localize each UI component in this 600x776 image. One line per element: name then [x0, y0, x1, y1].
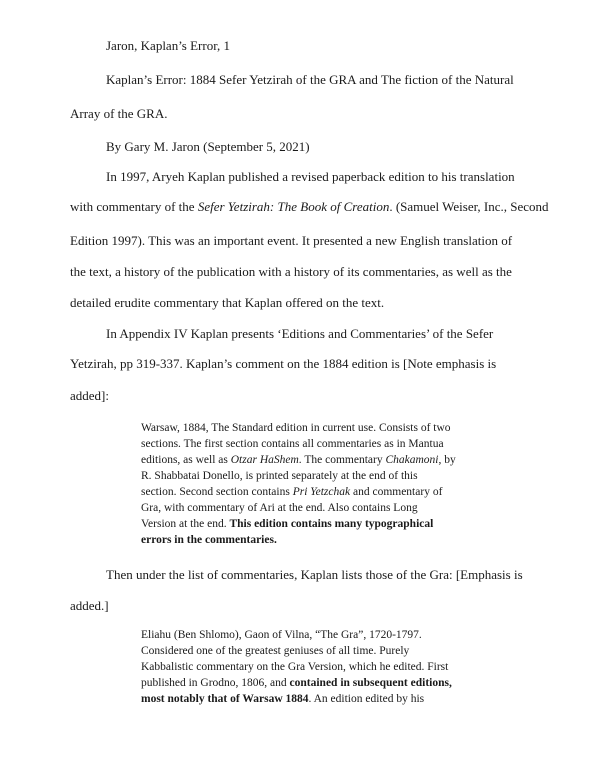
quote1-line-2: sections. The first section contains all commentaries as in Mantua	[141, 438, 444, 450]
text-run: published in Grodno, 1806, and	[141, 677, 290, 689]
title-line-2: Array of the GRA.	[70, 106, 168, 121]
quote1-line-7	[141, 517, 433, 532]
byline: By Gary M. Jaron (September 5, 2021)	[106, 139, 310, 154]
italic-term: Chakamoni	[385, 454, 439, 466]
para1-line-4: the text, a history of the publication with a history of its commentaries, as well as the	[70, 264, 512, 279]
quote1-line-8: errors in the commentaries.	[141, 534, 277, 546]
para1-line-1: In 1997, Aryeh Kaplan published a revised paperback edition to his translation	[106, 169, 515, 184]
bold-emphasis: This edition contains many typographical	[229, 518, 434, 530]
quote1-line-3	[141, 453, 456, 468]
text-run: editions, as well as	[141, 454, 231, 466]
text-run: with commentary of the	[70, 199, 198, 214]
para2-line-3: added]:	[70, 388, 109, 403]
quote2-line-1: Eliahu (Ben Shlomo), Gaon of Vilna, “The Gra”, 1720-1797.	[141, 629, 422, 641]
para2-line-1: In Appendix IV Kaplan presents ‘Editions and Commentaries’ of the Sefer	[106, 326, 494, 341]
quote2-line-5	[141, 692, 424, 707]
text-run: . The commentary	[298, 454, 386, 466]
text-run: and commentary of	[350, 486, 443, 498]
quote1-line-5	[141, 485, 442, 500]
para1-line-3: Edition 1997). This was an important event. It presented a new English translation of	[70, 233, 513, 248]
quote2-line-2: Considered one of the greatest geniuses of all time. Purely	[141, 645, 410, 657]
quote1-line-6: Gra, with commentary of Ari at the end. Also contains Long	[141, 502, 418, 514]
text-run: . An edition edited by his	[308, 693, 425, 705]
para3-line-2: added.]	[70, 598, 109, 613]
quote2-line-3: Kabbalistic commentary on the Gra Version, which he edited. First	[141, 661, 449, 673]
para1-line-2	[70, 199, 549, 215]
para2-line-2: Yetzirah, pp 319-337. Kaplan’s comment on the 1884 edition is [Note emphasis is	[70, 356, 497, 371]
para3-line-1: Then under the list of commentaries, Kaplan lists those of the Gra: [Emphasis is	[106, 567, 523, 582]
text-run: section. Second section contains	[141, 486, 293, 498]
text-run: . (Samuel Weiser, Inc., Second	[389, 199, 549, 214]
quote1-line-4: R. Shabbatai Donello, is printed separately at the end of this	[141, 470, 418, 482]
running-header: Jaron, Kaplan’s Error, 1	[106, 38, 231, 53]
para1-line-5: detailed erudite commentary that Kaplan offered on the text.	[70, 295, 385, 310]
title-line-1: Kaplan’s Error: 1884 Sefer Yetzirah of the GRA and The fiction of the Natural	[106, 72, 514, 87]
bold-emphasis: most notably that of Warsaw 1884	[141, 693, 309, 705]
quote2-line-4	[141, 676, 452, 691]
bold-emphasis: contained in subsequent editions,	[289, 677, 452, 689]
italic-term: Pri Yetzchak	[292, 486, 351, 498]
text-run: , by	[438, 454, 456, 466]
italic-term: Otzar HaShem	[230, 454, 299, 466]
book-title: Sefer Yetzirah: The Book of Creation	[197, 199, 390, 214]
quote1-line-1: Warsaw, 1884, The Standard edition in current use. Consists of two	[141, 422, 451, 434]
text-run: Version at the end.	[141, 518, 230, 530]
